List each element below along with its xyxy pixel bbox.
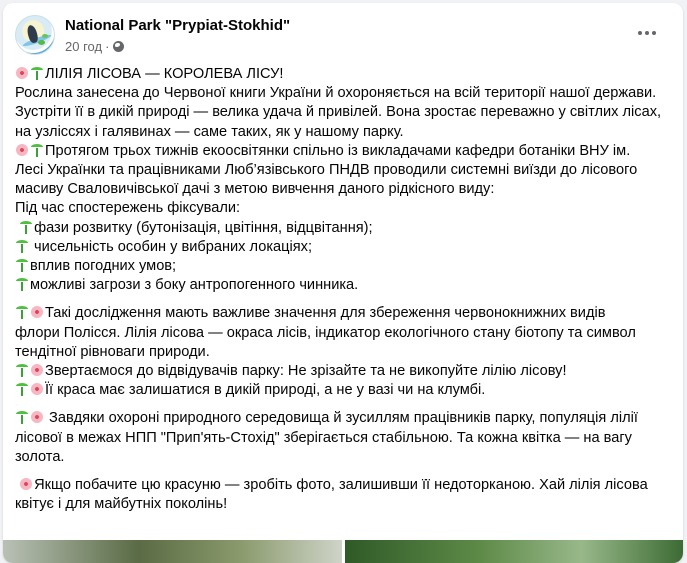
seedling-icon — [15, 258, 29, 272]
paragraph-protection — [15, 409, 677, 467]
seedling-icon — [30, 143, 44, 157]
post-heading: ЛІЛІЯ ЛІСОВА — КОРОЛЕВА ЛІСУ! — [45, 66, 284, 82]
list-item — [15, 238, 677, 257]
cherry-blossom-icon — [30, 305, 44, 319]
text-segment: Звертаємося до відвідувачів парку: Не зрізайте та не викопуйте лілію лісову! — [45, 363, 567, 380]
text-line: Рослина занесена до Червоної книги України й охороняється на всій території нашої держави. — [15, 85, 657, 102]
dot-icon — [652, 31, 656, 35]
list-item-text: фази розвитку (бутонізація, цвітіння, відцвітання); — [34, 219, 373, 236]
seedling-icon — [30, 66, 44, 80]
globe-icon[interactable] — [113, 41, 124, 52]
paragraph-appeal — [15, 476, 677, 514]
text-line: флори Полісся. Лілія лісова — окраса лісів, індикатор екологічного стану біотопу та символ — [15, 324, 636, 341]
dot-icon — [645, 31, 649, 35]
text-line — [15, 142, 677, 161]
text-line: золота. — [15, 448, 65, 465]
text-line: тендітної рівноваги природи. — [15, 343, 210, 360]
seedling-icon — [19, 220, 33, 234]
cherry-blossom-icon — [30, 363, 44, 377]
photo-thumbnail[interactable] — [345, 540, 684, 563]
text-line — [15, 476, 677, 495]
text-line: Під час спостережень фіксували: — [15, 200, 241, 217]
list-item — [15, 257, 677, 276]
text-line — [15, 381, 677, 400]
paragraph-intro — [15, 65, 677, 295]
seedling-icon — [15, 363, 29, 377]
cherry-blossom-icon — [15, 143, 29, 157]
list-item-text: чисельність особин у вибраних локаціях; — [30, 238, 312, 255]
cherry-blossom-icon — [30, 410, 44, 424]
post-photos — [3, 540, 683, 563]
paragraph-importance — [15, 304, 677, 400]
seedling-icon — [15, 382, 29, 396]
text-line — [15, 409, 677, 428]
list-item-text: вплив погодних умов; — [30, 258, 177, 275]
text-line: лісової в межах НПП "Прип'ять-Стохід" зберігається стабільною. Та кожна квітка — на вагу — [15, 429, 632, 446]
list-item — [15, 219, 677, 238]
seedling-icon — [15, 305, 29, 319]
text-line: Зустріти її в дикій природі — велика удача й привілей. Вона зростає переважно у світлих лісах, — [15, 104, 662, 121]
list-item — [15, 276, 677, 295]
text-line — [15, 304, 677, 323]
photo-thumbnail[interactable] — [3, 540, 342, 563]
text-segment: Якщо побачите цю красуню — зробіть фото, залишивши її недоторканою. Хай лілія лісова — [34, 477, 648, 494]
seedling-icon — [15, 277, 29, 291]
logo-leaf-shape — [42, 34, 48, 38]
post-card — [3, 3, 683, 563]
text-line — [15, 65, 677, 84]
list-item-text: можливі загрози з боку антропогенного чинника. — [30, 277, 359, 294]
post-text — [15, 65, 677, 523]
text-line: на узліссях і галявинах — саме таких, як у нашому парку. — [15, 123, 404, 140]
more-options-button[interactable] — [633, 23, 661, 43]
dot-icon — [638, 31, 642, 35]
logo-leaf-shape — [38, 40, 45, 45]
post-timestamp-link[interactable]: 20 год — [65, 39, 103, 54]
post-header — [15, 15, 671, 57]
cherry-blossom-icon — [30, 382, 44, 396]
text-segment: Протягом трьох тижнів екоосвітянки спільно із викладачами кафедри ботаніки ВНУ ім. — [45, 142, 631, 159]
seedling-icon — [15, 410, 29, 424]
text-segment: Її краса має залишатися в дикій природі, а не у вазі чи на клумбі. — [45, 382, 486, 399]
meta-separator: · — [105, 39, 110, 54]
cherry-blossom-icon — [19, 477, 33, 491]
text-line: масиву Сваловичівської дачі з метою вивчення даного рідкісного виду: — [15, 181, 495, 198]
page-avatar[interactable] — [15, 15, 55, 55]
text-line — [15, 362, 677, 381]
page-name-link[interactable]: National Park "Prypiat-Stokhid" — [65, 17, 291, 34]
cherry-blossom-icon — [15, 66, 29, 80]
seedling-icon — [15, 239, 29, 253]
text-segment: Завдяки охороні природного середовища й зусиллям працівників парку, популяція лілії — [45, 410, 638, 427]
text-segment: Такі дослідження мають важливе значення для збереження червонокнижних видів — [45, 305, 606, 322]
post-meta — [65, 39, 124, 54]
text-line: квітує і для майбутніх поколінь! — [15, 496, 228, 513]
text-line: Лесі Українки та працівниками Люб’язівського ПНДВ проводили системні виїзди до лісового — [15, 162, 638, 179]
